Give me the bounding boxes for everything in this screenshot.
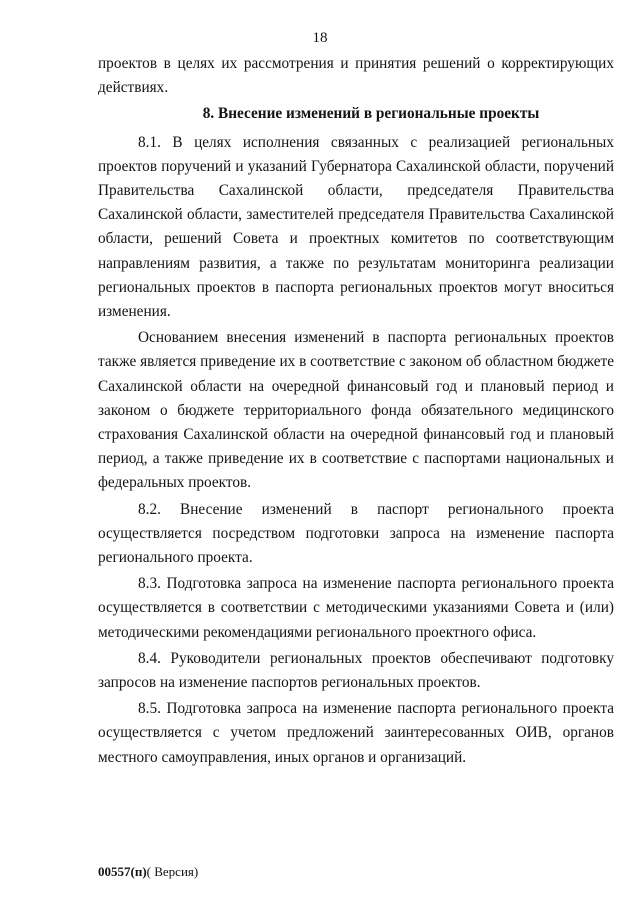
paragraph-continuation: проектов в целях их рассмотрения и принятия решений о корректирующих действиях. [98,55,614,97]
document-code: 00557(п) [98,864,147,879]
paragraph-8-3: 8.3. Подготовка запроса на изменение паспорта регионального проекта осуществляется в соответствии с методическими указаниями Совета и (или) методическими рекомендациями регионального проектного офиса. [98,575,614,641]
paragraph-8-1: 8.1. В целях исполнения связанных с реализацией региональных проектов поручений и указаний Губернатора Сахалинской области, поручений Правительства Сахалинской области, председателя Правительства Сахалинской области, заместителей председателя Правительства Сахалинской области, решений Совета и проектных комитетов по соответствующим направлениям развития, а также по результатам мониторинга реализации региональных проектов в паспорта региональных проектов могут вноситься изменения. [98,133,614,321]
document-footer [98,864,198,880]
document-body [98,52,614,772]
paragraph-8-5: 8.5. Подготовка запроса на изменение паспорта регионального проекта осуществляется с учетом предложений заинтересованных ОИВ, органов местного самоуправления, иных органов и организаций. [98,700,614,766]
section-heading: 8. Внесение изменений в региональные проекты [202,105,540,123]
paragraph-8-2: 8.2. Внесение изменений в паспорт регионального проекта осуществляется посредством подготовки запроса на изменение паспорта регионального проекта. [98,500,614,567]
page-number: 18 [312,30,328,46]
paragraph-basis: Основанием внесения изменений в паспорта региональных проектов также является приведение их в соответствие с законом об областном бюджете Сахалинской области на очередной финансовый год и плановый период и законом о бюджете территориального фонда обязательного медицинского страхования Сахалинской области на очередной финансовый год и плановый период, а также приведение их в соответствие с паспортами национальных и федеральных проектов. [98,329,614,492]
paragraph-8-4: 8.4. Руководители региональных проектов обеспечивают подготовку запросов на изменение паспортов региональных проектов. [98,649,614,692]
document-version: ( Версия) [146,864,199,879]
